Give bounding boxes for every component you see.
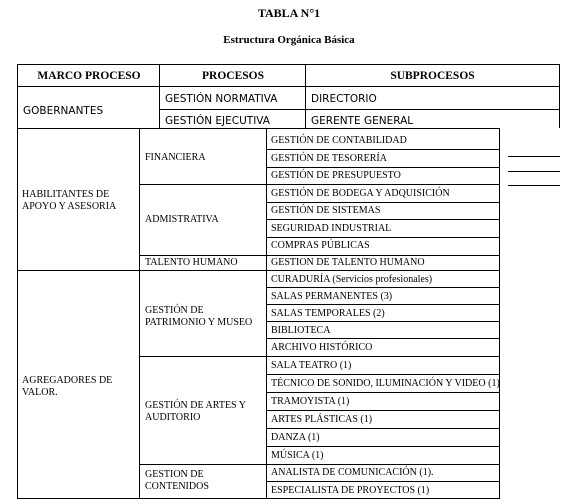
sub-directorio: DIRECTORIO: [311, 93, 377, 105]
table-number-title: TABLA N°1: [257, 6, 321, 20]
header-procesos: PROCESOS: [160, 65, 306, 87]
sub-curaduria: CURADURÍA (Servicios profesionales): [271, 274, 433, 285]
top-table: [17, 64, 560, 128]
sub-gerente-general: GERENTE GENERAL: [311, 115, 414, 127]
stray-line: [508, 171, 560, 172]
proceso-patrimonio-museo: GESTIÓN DE PATRIMONIO Y MUSEO: [145, 305, 253, 328]
marco-habilitantes: HABILITANTES DE APOYO Y ASESORIA: [22, 189, 117, 212]
header-marco-proceso: MARCO PROCESO: [18, 65, 160, 87]
proceso-gestion-normativa: GESTIÓN NORMATIVA: [165, 93, 278, 105]
sub-tecnico-sonido: TÉCNICO DE SONIDO, ILUMINACIÓN Y VIDEO (1): [271, 378, 500, 389]
proceso-financiera: FINANCIERA: [145, 152, 206, 163]
sub-salas-permanentes: SALAS PERMANENTES (3): [271, 291, 393, 302]
sub-talento: GESTION DE TALENTO HUMANO: [271, 257, 425, 268]
table-subtitle: Estructura Orgánica Básica: [223, 34, 355, 46]
sub-salas-temporales: SALAS TEMPORALES (2): [271, 308, 385, 319]
proceso-contenidos: GESTION DE CONTENIDOS: [145, 469, 209, 492]
proceso-administrativa: ADMISTRATIVA: [145, 214, 219, 225]
stray-line: [508, 156, 560, 157]
sub-bodega: GESTIÓN DE BODEGA Y ADQUISICIÓN: [271, 188, 450, 199]
sub-artes-plasticas: ARTES PLÁSTICAS (1): [271, 414, 373, 425]
sub-presupuesto: GESTIÓN DE PRESUPUESTO: [271, 170, 401, 181]
stray-line: [508, 185, 560, 186]
proceso-gestion-ejecutiva: GESTIÓN EJECUTIVA: [165, 115, 270, 127]
marco-gobernantes: GOBERNANTES: [23, 105, 104, 117]
sub-biblioteca: BIBLIOTECA: [271, 325, 331, 336]
structure-table: [17, 128, 500, 499]
sub-contabilidad: GESTIÓN DE CONTABILIDAD: [271, 135, 407, 146]
sub-especialista: ESPECIALISTA DE PROYECTOS (1): [271, 485, 430, 496]
sub-tesoreria: GESTIÓN DE TESORERÍA: [271, 153, 387, 164]
sub-sala-teatro: SALA TEATRO (1): [271, 360, 352, 371]
sub-archivo: ARCHIVO HISTÓRICO: [271, 342, 373, 353]
sub-seguridad: SEGURIDAD INDUSTRIAL: [271, 223, 392, 234]
sub-danza: DANZA (1): [271, 432, 320, 443]
proceso-artes-auditorio: GESTIÓN DE ARTES Y AUDITORIO: [145, 400, 246, 423]
marco-agregadores: AGREGADORES DE VALOR.: [22, 375, 113, 398]
sub-sistemas: GESTIÓN DE SISTEMAS: [271, 205, 381, 216]
sub-compras: COMPRAS PÚBLICAS: [271, 240, 370, 251]
sub-analista: ANALISTA DE COMUNICACIÓN (1).: [271, 467, 434, 478]
header-subprocesos: SUBPROCESOS: [306, 65, 559, 87]
proceso-talento-humano: TALENTO HUMANO: [145, 257, 238, 268]
sub-musica: MÚSICA (1): [271, 450, 324, 461]
sub-tramoyista: TRAMOYISTA (1): [271, 396, 350, 407]
